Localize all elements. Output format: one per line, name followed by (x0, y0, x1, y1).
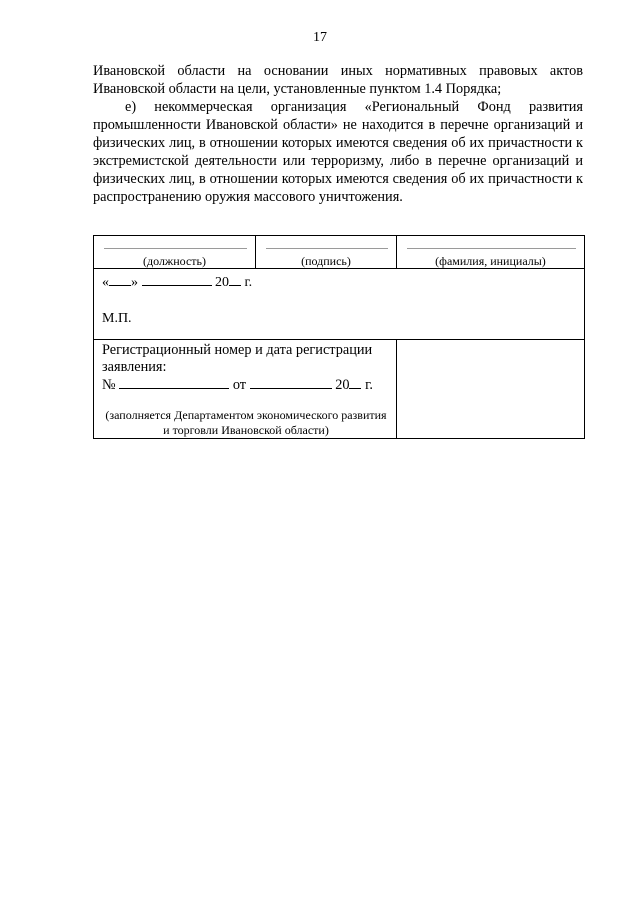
number-sign: № (102, 377, 116, 393)
signature-cell[interactable] (256, 236, 397, 269)
reg-year-prefix: 20 (335, 377, 350, 393)
day-blank[interactable] (109, 273, 131, 286)
year-suffix: г. (244, 275, 253, 290)
position-line (104, 248, 247, 249)
position-cell[interactable] (94, 236, 256, 269)
registration-date-blank[interactable] (250, 376, 332, 389)
page-number: 17 (313, 30, 327, 45)
body-text (93, 62, 583, 206)
open-quote: « (102, 275, 109, 290)
signature-caption: (подпись) (301, 254, 351, 268)
date-row (94, 269, 585, 340)
name-cell[interactable] (397, 236, 585, 269)
month-blank[interactable] (142, 273, 212, 286)
reg-year-blank[interactable] (349, 376, 361, 389)
close-quote: » (131, 275, 138, 290)
date-stamp-cell (94, 269, 585, 340)
from-label: от (232, 377, 247, 393)
paragraph-e: е) некоммерческая организация «Региональный Фонд развития промышленности Ивановской области» не находится в перечне организаций и физических лиц, в отношении которых имеются сведения об их причастности к экстремистской деятельности или терроризму, либо в перечне организаций и физических лиц, в отношении которых имеются сведения об их причастности к распространению оружия массового уничтожения. (93, 99, 583, 205)
year-prefix: 20 (215, 275, 229, 290)
name-line (407, 248, 576, 249)
registration-number-blank[interactable] (119, 376, 229, 389)
signature-form-table (93, 235, 585, 439)
signature-row (94, 236, 585, 269)
stamp-label: М.П. (102, 311, 132, 326)
registration-empty-cell[interactable] (397, 340, 585, 439)
reg-year-suffix: г. (365, 377, 373, 393)
name-caption: (фамилия, инициалы) (435, 254, 546, 268)
registration-row (94, 340, 585, 439)
registration-cell (94, 340, 397, 439)
signature-line (266, 248, 388, 249)
registration-note: (заполняется Департаментом экономического развития и торговли Ивановской области) (105, 408, 387, 437)
paragraph-continuation: Ивановской области на основании иных нормативных правовых актов Ивановской области на цели, установленные пунктом 1.4 Порядка; (93, 63, 583, 97)
registration-number-line (102, 376, 396, 394)
date-line (102, 273, 584, 291)
registration-title: Регистрационный номер и дата регистрации заявления: (102, 342, 373, 375)
position-caption: (должность) (143, 254, 206, 268)
year-blank[interactable] (229, 273, 241, 286)
